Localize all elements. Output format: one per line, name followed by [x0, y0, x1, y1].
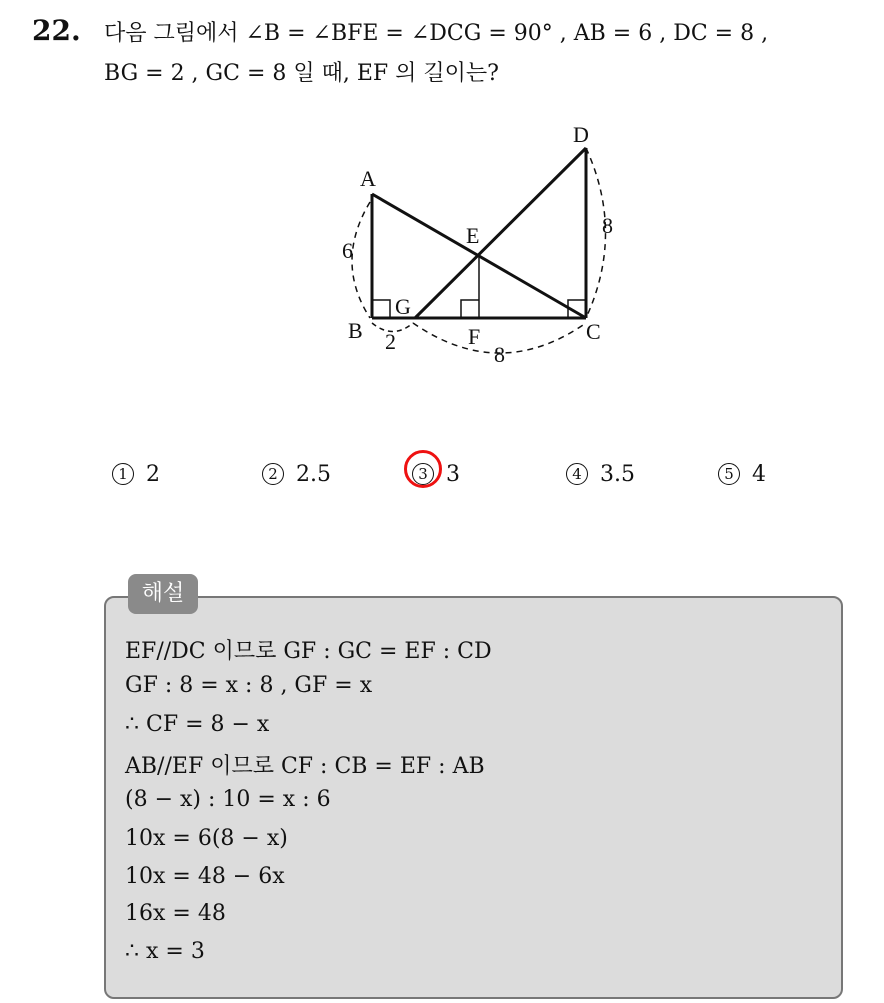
solution-line-2: GF : 8 = x : 8 , GF = x [125, 673, 373, 698]
label-g: G [395, 294, 411, 319]
solution-line-4: AB//EF 이므로 CF : CB = EF : AB [125, 754, 485, 779]
length-bg: 2 [385, 329, 396, 354]
arc-ab [352, 202, 370, 318]
question-line-1: 다음 그림에서 ∠B = ∠BFE = ∠DCG = 90° , AB = 6 , DC = 8 , [104, 21, 769, 46]
choice-value-3: 3 [446, 462, 460, 487]
solution-line-9: ∴ x = 3 [125, 939, 205, 964]
solution-line-8: 16x = 48 [125, 901, 226, 926]
choice-marker-1: 1 [112, 463, 134, 485]
choice-marker-4: 4 [566, 463, 588, 485]
right-angle-b [372, 300, 390, 318]
choice-value-1: 2 [146, 462, 160, 487]
label-e: E [466, 223, 480, 248]
answer-mark-circle [404, 450, 442, 488]
label-c: C [586, 319, 601, 344]
geometry-figure [320, 118, 650, 378]
question-line-2: BG = 2 , GC = 8 일 때, EF 의 길이는? [104, 61, 499, 86]
solution-tag: 해설 [128, 574, 198, 614]
choice-marker-3: 3 [412, 463, 434, 485]
right-angle-f [461, 300, 479, 318]
solution-line-7: 10x = 48 − 6x [125, 864, 285, 889]
solution-line-6: 10x = 6(8 − x) [125, 826, 288, 851]
solution-line-1: EF//DC 이므로 GF : GC = EF : CD [125, 639, 492, 664]
choice-1[interactable] [112, 462, 160, 487]
choice-5[interactable] [718, 462, 766, 487]
solution-line-3: ∴ CF = 8 − x [125, 712, 270, 737]
choice-value-5: 4 [752, 462, 766, 487]
choice-marker-2: 2 [262, 463, 284, 485]
choice-value-4: 3.5 [600, 462, 635, 487]
solution-line-5: (8 − x) : 10 = x : 6 [125, 787, 331, 812]
label-d: D [573, 122, 589, 147]
length-gc: 8 [494, 342, 505, 367]
length-dc: 8 [602, 213, 613, 238]
label-b: B [348, 318, 363, 343]
choice-2[interactable] [262, 462, 331, 487]
choice-value-2: 2.5 [296, 462, 331, 487]
geometry-diagram [320, 118, 650, 378]
label-a: A [360, 166, 376, 191]
choice-marker-5: 5 [718, 463, 740, 485]
length-ab: 6 [342, 238, 353, 263]
label-f: F [468, 324, 481, 349]
question-number: 22. [32, 14, 81, 47]
choice-4[interactable] [566, 462, 635, 487]
